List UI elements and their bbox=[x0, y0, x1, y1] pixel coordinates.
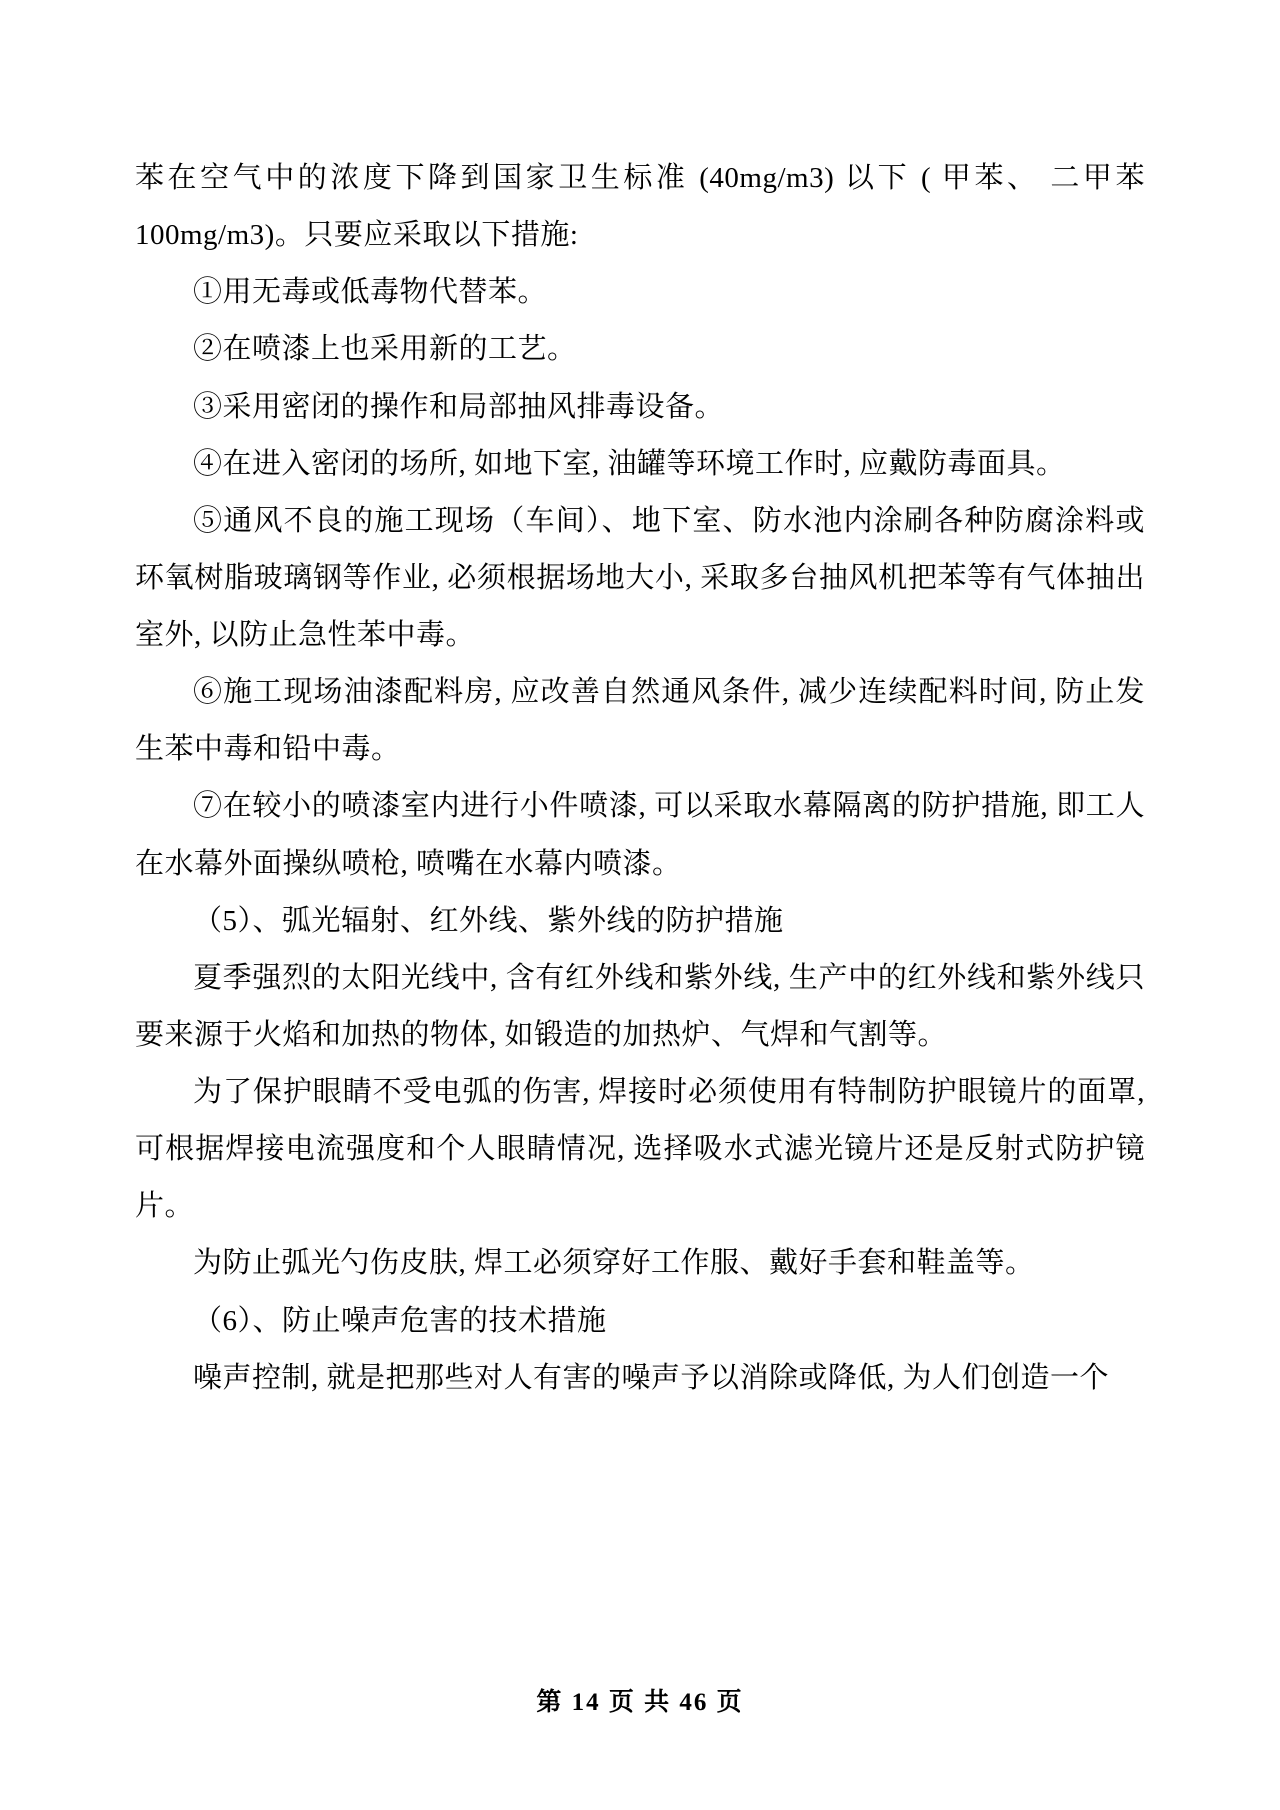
paragraph: ④在进入密闭的场所, 如地下室, 油罐等环境工作时, 应戴防毒面具。 bbox=[193, 447, 1066, 480]
paragraph: 为了保护眼睛不受电弧的伤害, 焊接时必须使用有特制防护眼镜片的面罩, 可根据焊接电流强度和个人眼睛情况, 选择吸水式滤光镜片还是反射式防护镜片。 bbox=[135, 1076, 1145, 1223]
paragraph: ⑤通风不良的施工现场（车间）、地下室、防水池内涂刷各种防腐涂料或环氧树脂玻璃钢等作业, 必须根据场地大小, 采取多台抽风机把苯等有气体抽出室外, 以防止急性苯中毒。 bbox=[135, 504, 1145, 651]
paragraph: 夏季强烈的太阳光线中, 含有红外线和紫外线, 生产中的红外线和紫外线只要来源于火焰和加热的物体, 如锻造的加热炉、气焊和气割等。 bbox=[135, 961, 1145, 1051]
paragraph: ⑦在较小的喷漆室内进行小件喷漆, 可以采取水幕隔离的防护措施, 即工人在水幕外面操纵喷枪, 喷嘴在水幕内喷漆。 bbox=[135, 790, 1145, 880]
page-footer: 第 14 页 共 46 页 bbox=[536, 1689, 744, 1716]
paragraph: ③采用密闭的操作和局部抽风排毒设备。 bbox=[193, 390, 725, 423]
paragraph: ①用无毒或低毒物代替苯。 bbox=[193, 276, 548, 309]
paragraph: 噪声控制, 就是把那些对人有害的噪声予以消除或降低, 为人们创造一个 bbox=[193, 1361, 1110, 1394]
paragraph: （6）、防止噪声危害的技术措施 bbox=[193, 1304, 607, 1337]
paragraph: 为防止弧光勺伤皮肤, 焊工必须穿好工作服、戴好手套和鞋盖等。 bbox=[193, 1247, 1035, 1280]
paragraph: ②在喷漆上也采用新的工艺。 bbox=[193, 333, 577, 366]
paragraph: 苯在空气中的浓度下降到国家卫生标准 (40mg/m3) 以下 ( 甲苯、 二甲苯 100mg/m3)。只要应采取以下措施: bbox=[135, 162, 1145, 252]
paragraph: （5）、弧光辐射、红外线、紫外线的防护措施 bbox=[193, 904, 784, 937]
paragraph: ⑥施工现场油漆配料房, 应改善自然通风条件, 减少连续配料时间, 防止发生苯中毒和铅中毒。 bbox=[135, 676, 1145, 766]
document-body bbox=[135, 150, 1145, 1407]
